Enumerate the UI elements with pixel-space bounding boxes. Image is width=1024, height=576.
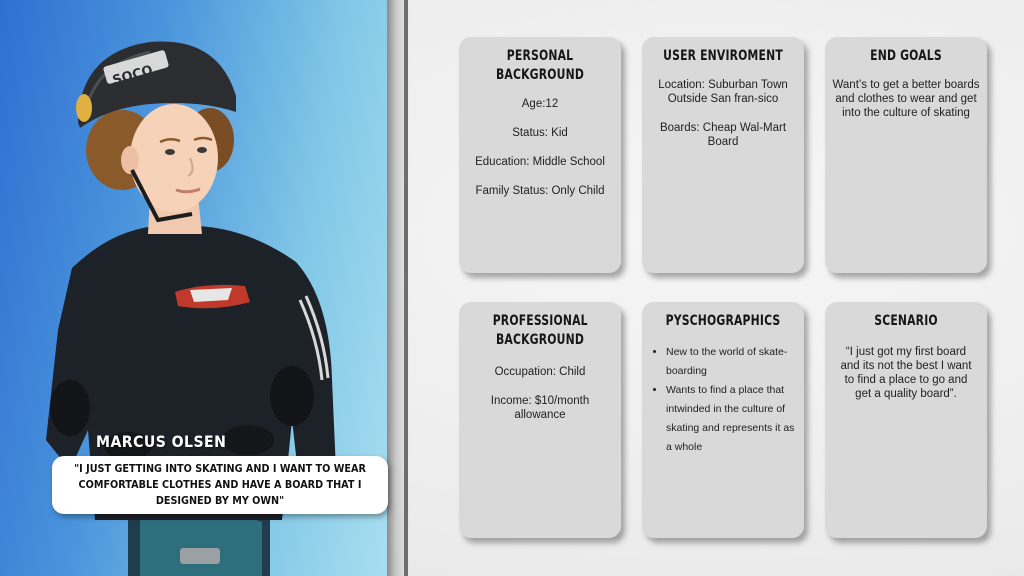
card-title: PERSONAL BACKGROUND bbox=[495, 48, 584, 83]
card-title: SCENARIO bbox=[874, 313, 938, 329]
card-professional-background bbox=[459, 302, 621, 538]
card-title: PYSCHOGRAPHICS bbox=[665, 313, 781, 329]
list-item: • New to the world of skate-boarding bbox=[666, 343, 798, 381]
persona-quote-box bbox=[52, 456, 388, 514]
card-user-environment bbox=[642, 37, 804, 273]
psychographics-list bbox=[648, 343, 798, 457]
card-title: END GOALS bbox=[870, 48, 942, 64]
income-text: Income: $10/month allowance bbox=[490, 395, 590, 421]
age-text: Age:12 bbox=[521, 98, 559, 110]
list-item: • Wants to find a place that intwinded in the culture of skating and represents it as a whole bbox=[666, 381, 798, 457]
boards-text: Boards: Cheap Wal-Mart Board bbox=[659, 122, 787, 148]
card-personal-background bbox=[459, 37, 621, 273]
location-text: Location: Suburban Town Outside San fran-sico bbox=[658, 79, 788, 105]
card-title: PROFESSIONAL BACKGROUND bbox=[492, 313, 588, 348]
occupation-text: Occupation: Child bbox=[494, 366, 586, 378]
scenario-text: “I just got my first board and its not the best I want to find a place to go and get a quality board”. bbox=[840, 346, 972, 400]
persona-quote: "I JUST GETTING INTO SKATING AND I WANT TO WEAR COMFORTABLE CLOTHES AND HAVE A BOARD THAT I DESIGNED BY MY OWN" bbox=[74, 463, 366, 507]
helmet-logo: SOCO bbox=[111, 62, 155, 89]
family-status-text: Family Status: Only Child bbox=[475, 185, 605, 197]
persona-name: MARCUS OLSEN bbox=[96, 432, 227, 451]
status-text: Status: Kid bbox=[512, 127, 568, 139]
panel-divider bbox=[404, 0, 408, 576]
card-end-goals bbox=[825, 37, 987, 273]
card-scenario bbox=[825, 302, 987, 538]
education-text: Education: Middle School bbox=[475, 156, 605, 168]
card-psychographics bbox=[642, 302, 804, 538]
card-title: USER ENVIROMENT bbox=[663, 48, 783, 64]
end-goals-text: Want’s to get a better boards and clothes to wear and get into the culture of skating bbox=[832, 79, 980, 119]
